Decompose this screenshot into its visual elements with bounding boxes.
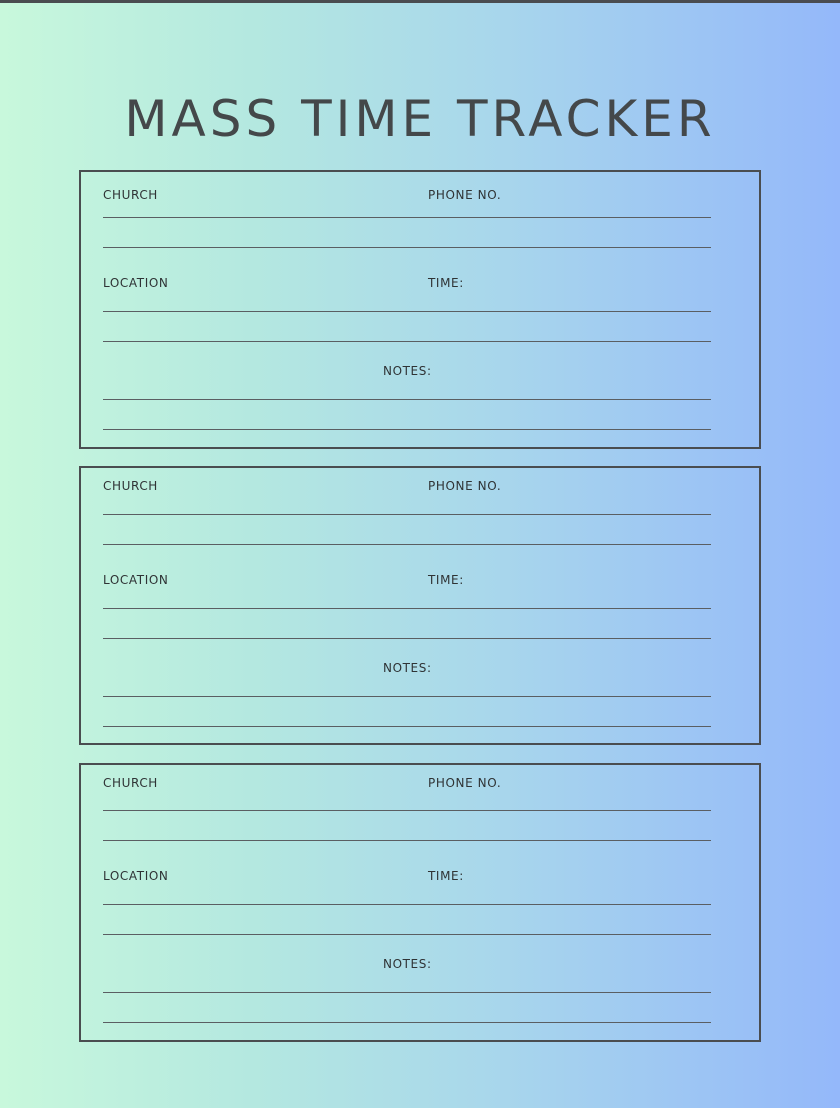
mass-entry-card-1 [79, 170, 761, 449]
church-label: CHURCH [103, 479, 158, 493]
notes-write-line[interactable] [103, 1022, 711, 1023]
phone-label: PHONE NO. [428, 776, 502, 790]
notes-write-line[interactable] [103, 429, 711, 430]
church-label: CHURCH [103, 188, 158, 202]
phone-label: PHONE NO. [428, 479, 502, 493]
church-write-line[interactable] [103, 544, 711, 545]
location-write-line[interactable] [103, 311, 711, 312]
church-write-line[interactable] [103, 840, 711, 841]
notes-label: NOTES: [383, 957, 432, 971]
top-border [0, 0, 840, 3]
time-label: TIME: [428, 276, 464, 290]
notes-write-line[interactable] [103, 726, 711, 727]
location-label: LOCATION [103, 276, 169, 290]
location-write-line[interactable] [103, 341, 711, 342]
church-write-line[interactable] [103, 514, 711, 515]
page-title: MASS TIME TRACKER [124, 90, 716, 148]
church-write-line[interactable] [103, 217, 711, 218]
time-label: TIME: [428, 869, 464, 883]
church-label: CHURCH [103, 776, 158, 790]
notes-write-line[interactable] [103, 399, 711, 400]
notes-write-line[interactable] [103, 992, 711, 993]
time-label: TIME: [428, 573, 464, 587]
notes-label: NOTES: [383, 661, 432, 675]
notes-label: NOTES: [383, 364, 432, 378]
phone-label: PHONE NO. [428, 188, 502, 202]
location-write-line[interactable] [103, 608, 711, 609]
location-write-line[interactable] [103, 638, 711, 639]
mass-entry-card-2 [79, 466, 761, 745]
location-label: LOCATION [103, 869, 169, 883]
location-label: LOCATION [103, 573, 169, 587]
church-write-line[interactable] [103, 247, 711, 248]
location-write-line[interactable] [103, 934, 711, 935]
location-write-line[interactable] [103, 904, 711, 905]
mass-entry-card-3 [79, 763, 761, 1042]
church-write-line[interactable] [103, 810, 711, 811]
notes-write-line[interactable] [103, 696, 711, 697]
